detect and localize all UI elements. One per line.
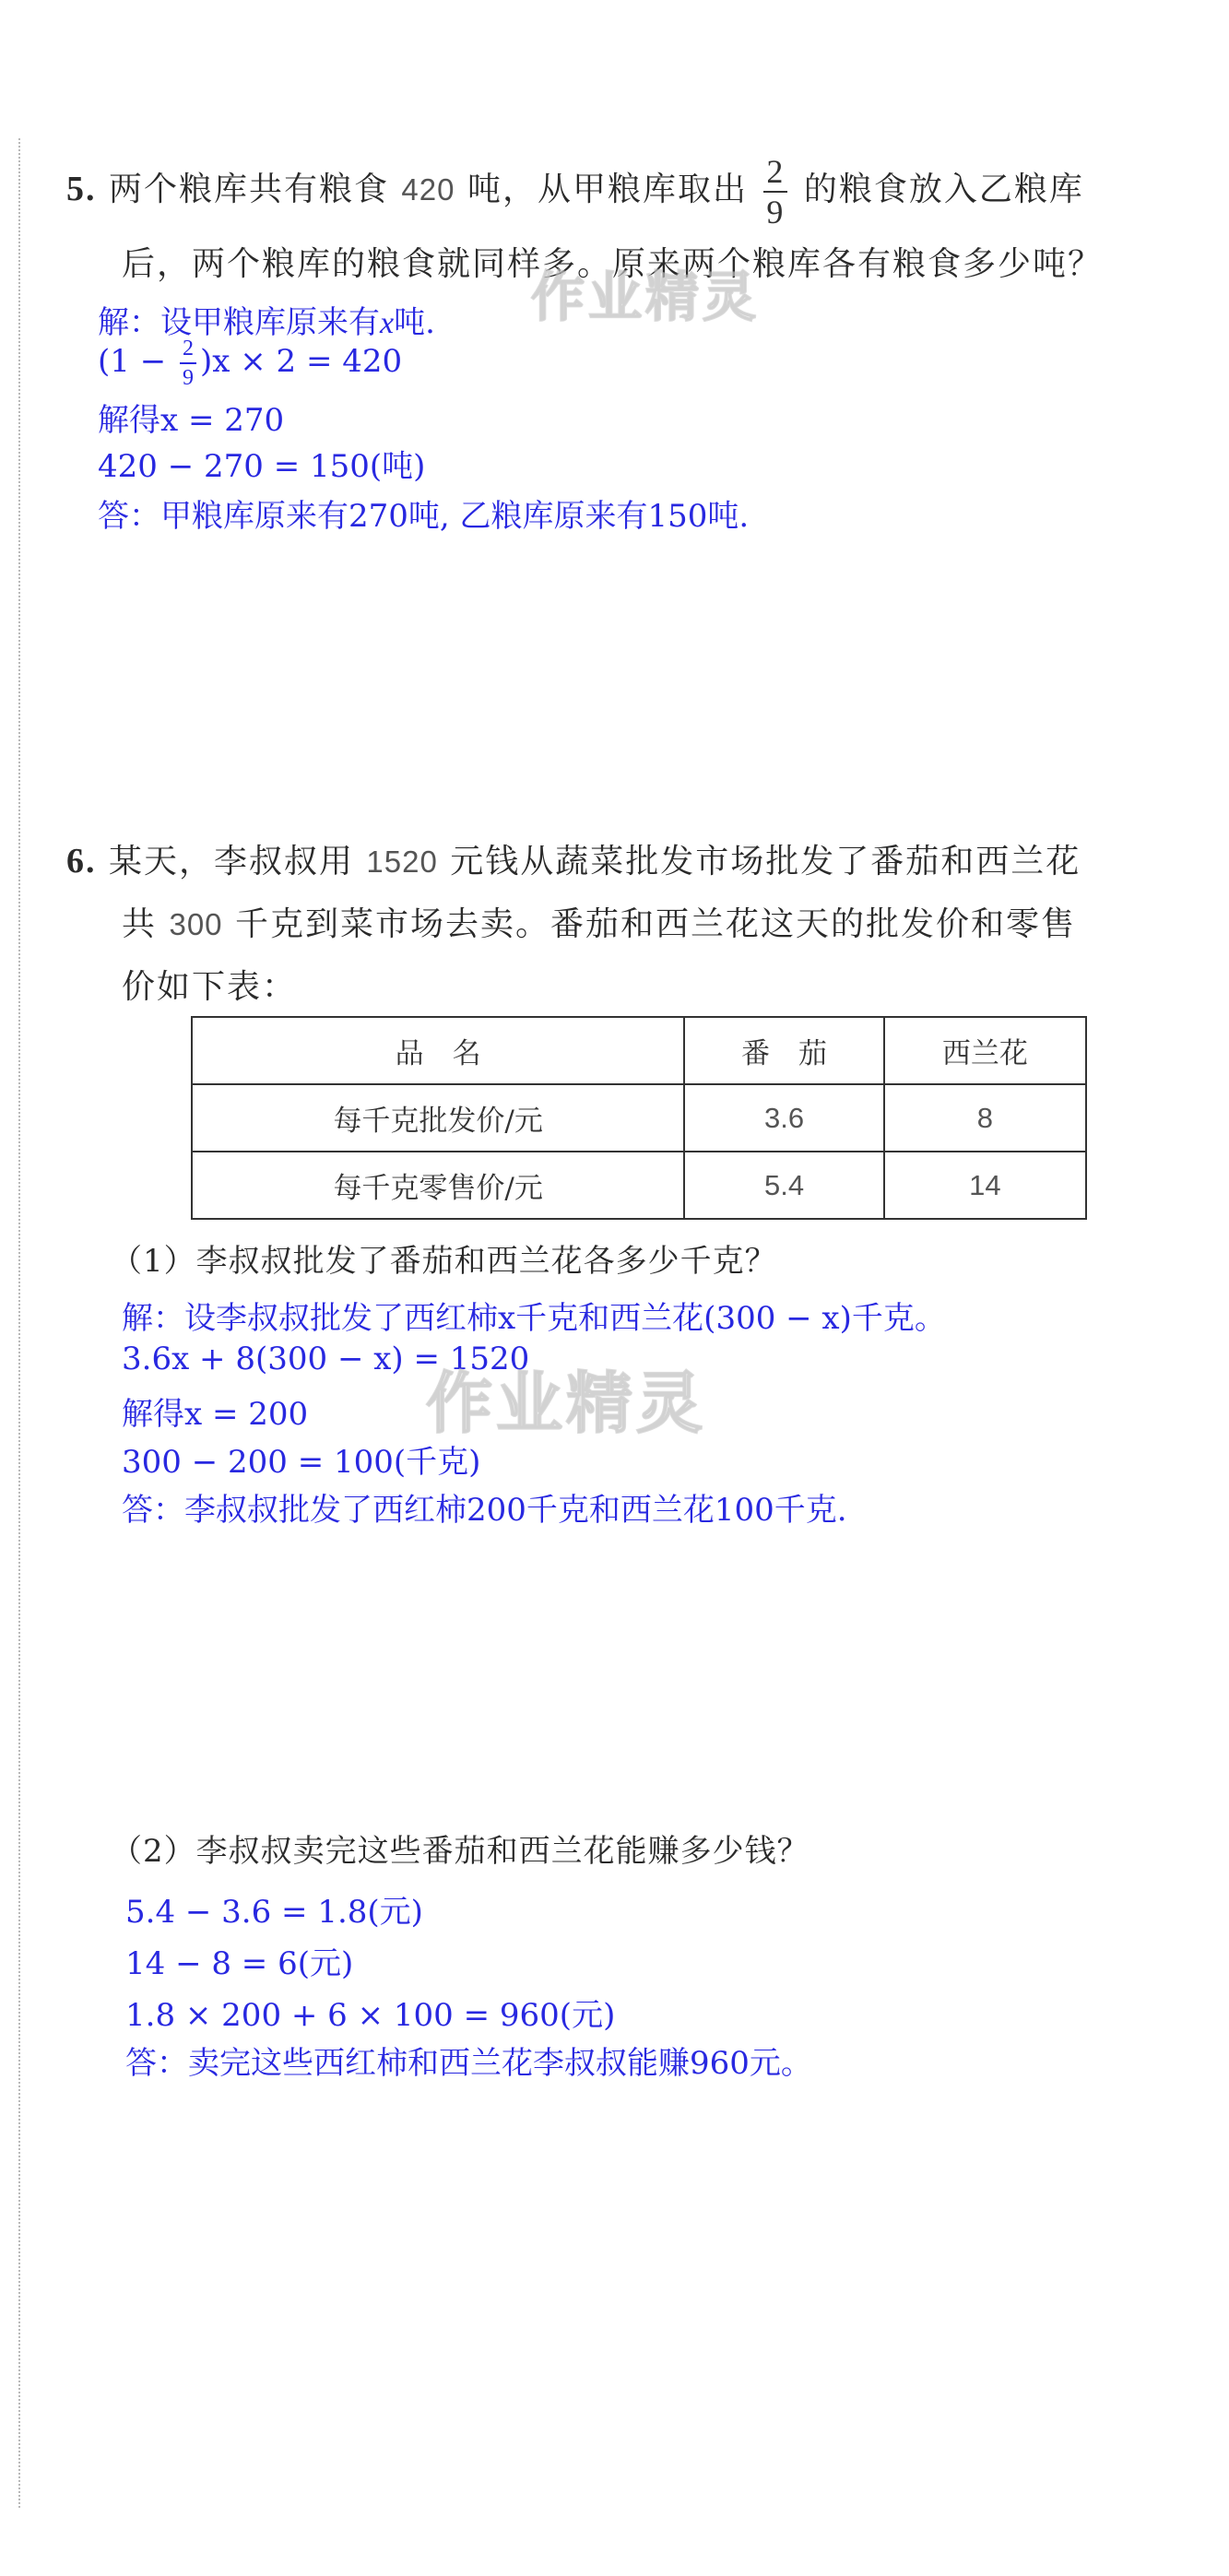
q5-text-c: 的粮食放入乙粮库 [803,171,1084,208]
q6-part1-line1: 解：设李叔叔批发了西红柿x千克和西兰花(300 − x)千克。 [122,1300,946,1337]
table-header-broccoli: 西兰花 [884,1017,1086,1084]
q5-answer-line2 [98,337,402,389]
margin-dotted-line [18,138,20,2508]
q5-text-b: 吨，从甲粮库取出 [467,171,748,208]
watermark-1: 作业精灵 [531,266,761,328]
q5-answer-frac-den: 9 [183,366,194,390]
q6-text-c: 共 [122,905,158,943]
q6-part2-line3: 1.8 × 200 + 6 × 100 = 960(元) [125,1997,616,2034]
q6-part1-line2: 3.6x + 8(300 − x) = 1520 [122,1341,530,1377]
q6-part1-question: （1）李叔叔批发了番茄和西兰花各多少千克？ [111,1243,777,1280]
table-cell-broccoli: 8 [884,1084,1086,1152]
table-header-name: 品 名 [192,1017,684,1084]
table-cell-tomato: 3.6 [684,1084,883,1152]
q6-text-a: 某天，李叔叔用 [108,843,354,880]
q5-answer-line3: 解得x = 270 [98,402,285,439]
q6-part2-line2: 14 − 8 = 6(元) [125,1945,354,1982]
q5-text-a: 两个粮库共有粮食 [108,171,389,208]
q6-line2 [122,898,1076,945]
q6-line1 [66,835,1081,882]
q6-part2-question: （2）李叔叔卖完这些番茄和西兰花能赚多少钱？ [111,1833,809,1870]
q5-answer-l2-post: )x × 2 = 420 [200,343,403,380]
q6-money: 1520 [366,845,438,879]
table-row-label: 每千克批发价/元 [192,1084,684,1152]
q6-part2-line1: 5.4 − 3.6 = 1.8(元) [125,1894,423,1931]
q5-answer-l2-pre: (1 − [98,343,176,380]
q5-answer-l1-var: x [380,306,395,340]
q5-line1 [66,155,1084,229]
q5-answer-line1 [98,297,435,342]
table-header-row [192,1017,1086,1084]
q5-fraction [763,155,787,229]
q5-frac-num: 2 [763,155,787,193]
q5-line2: 后，两个粮库的粮食就同样多。原来两个粮库各有粮食多少吨？ [122,245,1104,283]
q5-number: 5. [66,170,97,208]
table-row [192,1152,1086,1219]
q6-text-d: 千克到菜市场去卖。番茄和西兰花这天的批发价和零售 [234,905,1076,943]
q6-number: 6. [66,842,97,880]
q5-answer-l1-post: 吨. [394,304,435,341]
q5-answer-l1-pre: 解：设甲粮库原来有 [98,304,380,341]
watermark-2: 作业精灵 [426,1365,707,1442]
table-header-tomato: 番 茄 [684,1017,883,1084]
q6-text-b: 元钱从蔬菜批发市场批发了番茄和西兰花 [450,843,1081,880]
table-cell-broccoli: 14 [884,1152,1086,1219]
q6-weight: 300 [169,907,223,941]
q6-part1-line5: 答：李叔叔批发了西红柿200千克和西兰花100千克. [122,1492,847,1529]
q6-part2-line4: 答：卖完这些西红柿和西兰花李叔叔能赚960元。 [125,2045,812,2082]
q5-answer-line4: 420 − 270 = 150(吨) [98,448,426,485]
q5-total: 420 [401,172,455,207]
q5-frac-den: 9 [766,194,786,230]
price-table [191,1016,1087,1220]
q5-answer-frac-num: 2 [180,337,196,364]
q6-line3: 价如下表： [122,968,298,1006]
q5-answer-line5: 答：甲粮库原来有270吨, 乙粮库原来有150吨. [98,498,750,535]
q6-part1-line3: 解得x = 200 [122,1396,309,1433]
q5-answer-fraction [180,337,196,389]
q6-part1-line4: 300 − 200 = 100(千克) [122,1444,481,1481]
table-row-label: 每千克零售价/元 [192,1152,684,1219]
table-row [192,1084,1086,1152]
table-cell-tomato: 5.4 [684,1152,883,1219]
